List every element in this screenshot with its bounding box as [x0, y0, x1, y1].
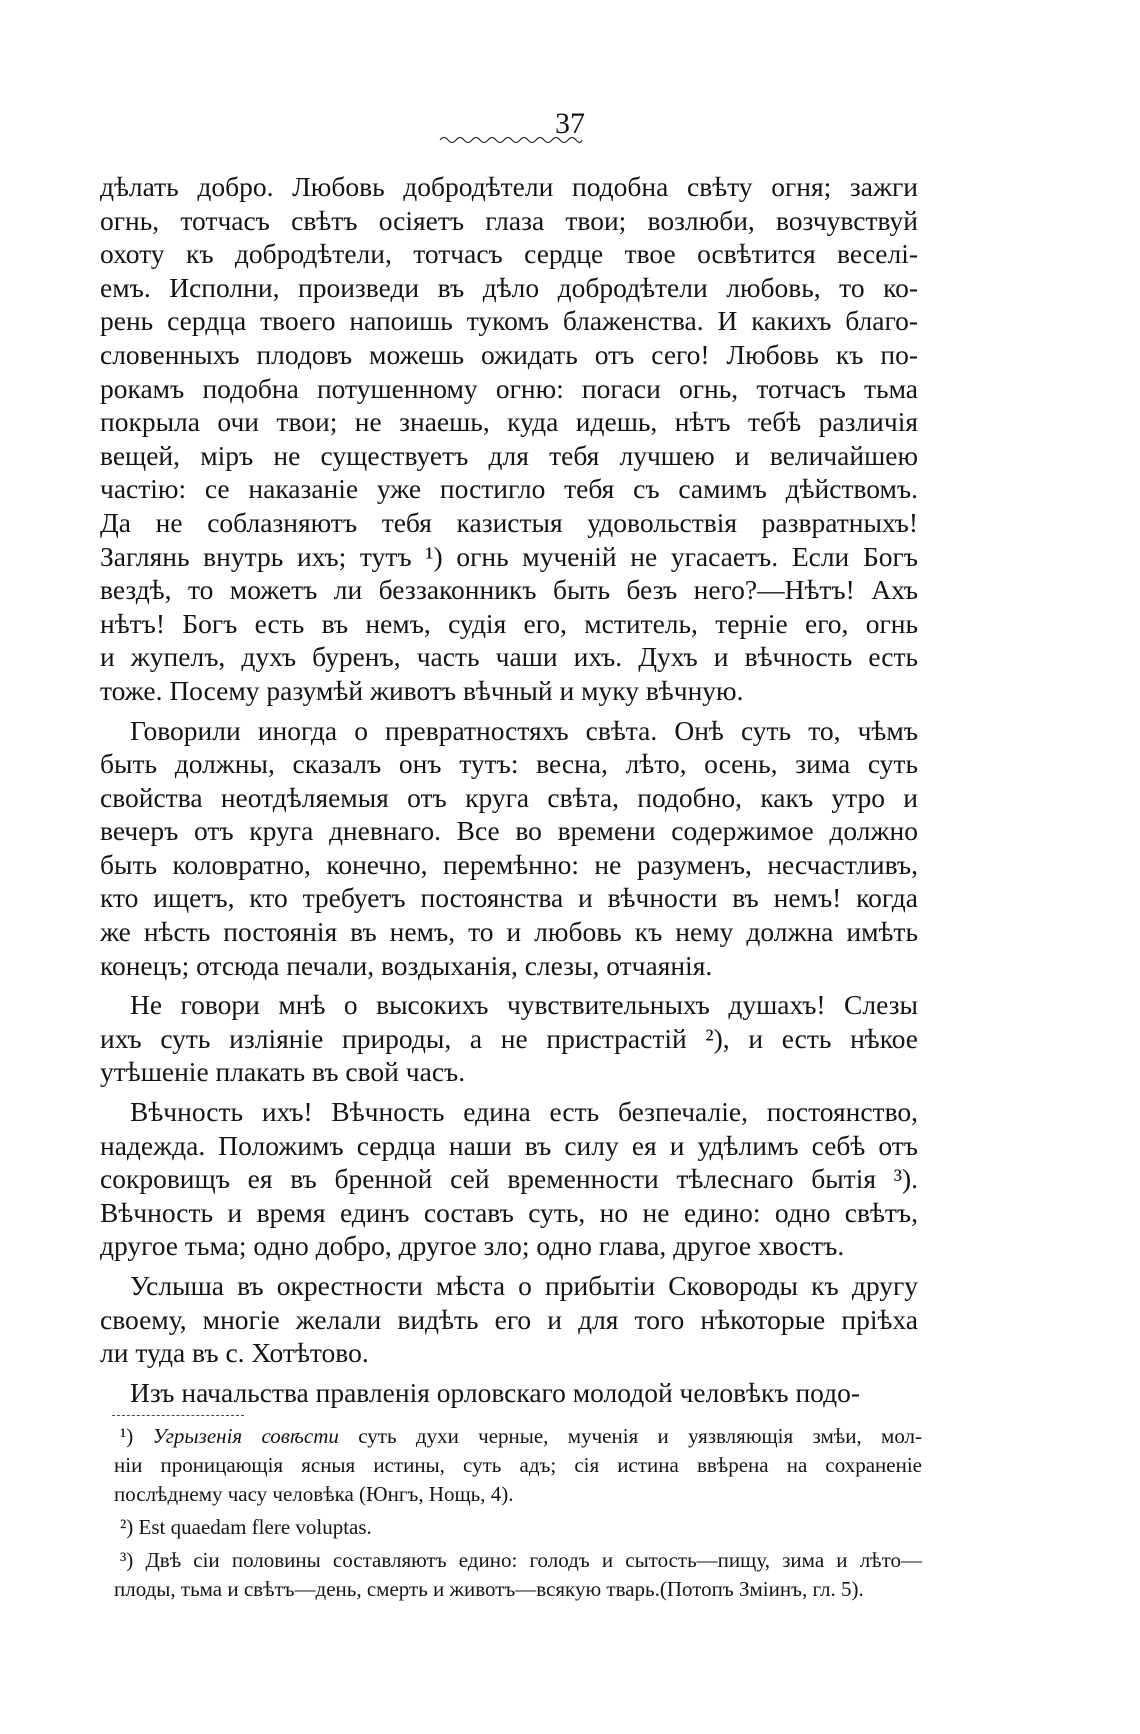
footnote-mark: ¹)	[120, 1424, 134, 1448]
footnote-line	[114, 1451, 922, 1480]
text-line: быть коловратно, конечно, перемѣнно: не разуменъ, несчастливъ,	[100, 848, 918, 880]
footnote-text: Двѣ сіи половины составляютъ едино: голодъ и сытость—пищу, зима и лѣто—	[133, 1548, 922, 1572]
text-line: своему, многіе желали видѣть его и для того нѣкоторые пріѣха	[100, 1303, 918, 1335]
footnote-text: Est quaedam flere voluptas.	[133, 1515, 372, 1539]
text-line: же нѣсть постоянія въ немъ, то и любовь къ нему должна имѣть	[100, 916, 918, 948]
footnote-emphasis: Угрызенія совѣсти	[152, 1424, 339, 1448]
text-line: покрыла очи твои; не знаешь, куда идешь, нѣтъ тебѣ различія	[100, 406, 918, 438]
text-line: и жупелъ, духъ буренъ, часть чаши ихъ. Духъ и вѣчность есть	[100, 641, 918, 673]
footnote	[114, 1513, 922, 1542]
footnote-mark: ³)	[120, 1548, 134, 1572]
text-line: Заглянь внутрь ихъ; тутъ ¹) огнь мученій не угасаетъ. Если Богъ	[100, 540, 918, 572]
footnote-line	[114, 1575, 922, 1604]
text-line: охоту къ добродѣтели, тотчасъ сердце твое освѣтится веселі-	[100, 238, 918, 270]
text-line: быть должны, сказалъ онъ тутъ: весна, лѣто, осень, зима суть	[100, 748, 918, 780]
paragraph	[100, 714, 918, 983]
footnotes	[114, 1422, 922, 1608]
wavy-ornament	[438, 134, 584, 146]
text-line: рокамъ подобна потушенному огню: погаси огнь, тотчасъ тьма	[100, 372, 918, 404]
text-line: надежда. Положимъ сердца наши въ силу ея и удѣлимъ себѣ отъ	[100, 1129, 918, 1161]
text-line: ихъ суть изліяніе природы, а не пристрастій ²), и есть нѣкое	[100, 1022, 918, 1054]
text-line: вечеръ отъ круга дневнаго. Все во времени содержимое должно	[100, 815, 918, 847]
text-line: рень сердца твоего напоишь тукомъ блаженства. И какихъ благо-	[100, 305, 918, 337]
text-line: Не говори мнѣ о высокихъ чувствительныхъ душахъ! Слезы	[130, 989, 918, 1021]
text-line: утѣшеніе плакать въ свой часъ.	[100, 1056, 466, 1088]
text-line: другое тьма; одно добро, другое зло; одно глава, другое хвостъ.	[100, 1230, 845, 1262]
text-line: сокровищъ ея въ бренной сей временности тѣлеснаго бытія ³).	[100, 1163, 918, 1195]
text-line: нѣтъ! Богъ есть въ немъ, судія его, мститель, терніе его, огнь	[100, 607, 918, 639]
main-text	[100, 170, 918, 1409]
footnote-line	[114, 1422, 922, 1451]
text-line: тоже. Посему разумѣй животъ вѣчный и муку вѣчную.	[100, 674, 744, 706]
footnote-rule	[112, 1415, 244, 1416]
text-line: кто ищетъ, кто требуетъ постоянства и вѣчности въ немъ! когда	[100, 882, 918, 914]
text-line: огнь, тотчасъ свѣтъ осіяетъ глаза твои; возлюби, возчувствуй	[100, 204, 918, 236]
text-line: Говорили иногда о превратностяхъ свѣта. Онѣ суть то, чѣмъ	[130, 714, 918, 746]
footnote-line	[114, 1513, 922, 1542]
footnote-text: суть духи черные, мученія и уязвляющія змѣи, мол-	[338, 1424, 923, 1448]
text-line: Изъ начальства правленія орловскаго молодой человѣкъ подо-	[130, 1376, 861, 1408]
page-number: 37	[555, 107, 585, 140]
paragraph	[100, 1095, 918, 1263]
footnote	[114, 1422, 922, 1509]
text-line: ли туда въ с. Хотѣтово.	[100, 1337, 369, 1369]
text-line: Да не соблазняютъ тебя казистыя удовольствія развратныхъ!	[100, 506, 918, 538]
footnote	[114, 1546, 922, 1604]
paragraph	[100, 988, 918, 1089]
paragraph	[100, 170, 918, 708]
text-line: Вѣчность ихъ! Вѣчность едина есть безпечаліе, постоянство,	[130, 1096, 918, 1128]
footnote-line	[114, 1480, 922, 1509]
text-line: частію: се наказаніе уже постигло тебя съ самимъ дѣйствомъ.	[100, 473, 918, 505]
paragraph	[100, 1269, 918, 1370]
text-line: дѣлать добро. Любовь добродѣтели подобна свѣту огня; зажги	[100, 171, 918, 202]
text-line: Услыша въ окрестности мѣста о прибытіи Сковороды къ другу	[130, 1270, 918, 1301]
text-line: Вѣчность и время единъ составъ суть, но не едино: одно свѣтъ,	[100, 1196, 918, 1228]
text-line: словенныхъ плодовъ можешь ожидать отъ сего! Любовь къ по-	[100, 338, 918, 370]
text-line: вездѣ, то можетъ ли беззаконникъ быть безъ него?—Нѣтъ! Ахъ	[100, 574, 918, 606]
text-line: емъ. Исполни, произведи въ дѣло добродѣтели любовь, то ко-	[100, 271, 918, 303]
text-line: конецъ; отсюда печали, воздыханія, слезы, отчаянія.	[100, 949, 713, 981]
footnote-line	[114, 1546, 922, 1575]
footnote-text: ніи проницающія ясныя истины, суть адъ; сія истина ввѣрена на сохраненіе	[114, 1453, 922, 1477]
paragraph	[100, 1376, 918, 1410]
text-line: свойства неотдѣляемыя отъ круга свѣта, подобно, какъ утро и	[100, 781, 918, 813]
footnote-text: послѣднему часу человѣка (Юнгъ, Нощь, 4).	[114, 1482, 514, 1506]
footnote-mark: ²)	[120, 1515, 134, 1539]
footnote-text: плоды, тьма и свѣтъ—день, смерть и животъ—всякую тварь.(Потопъ Зміинъ, гл. 5).	[114, 1577, 864, 1601]
text-line: вещей, міръ не существуетъ для тебя лучшею и величайшею	[100, 439, 918, 471]
